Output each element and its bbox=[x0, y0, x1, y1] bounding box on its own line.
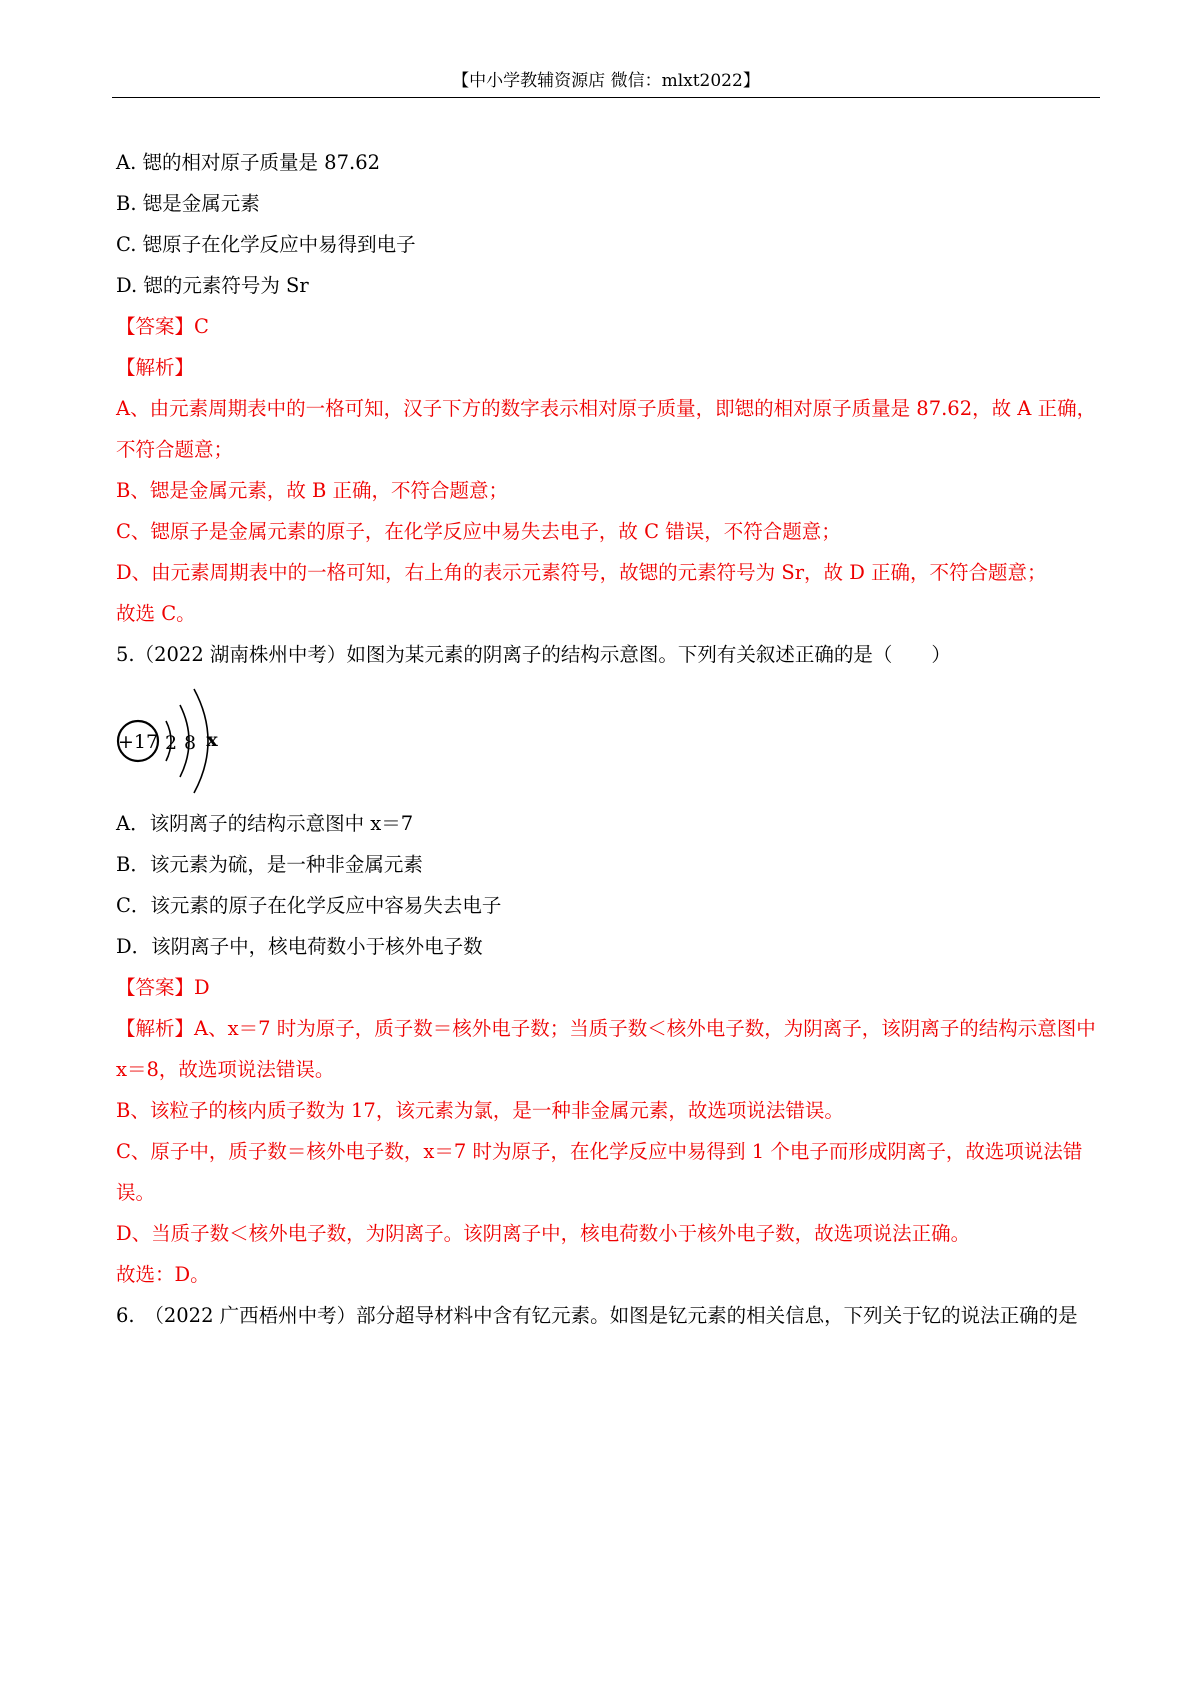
q4-analysis-b: B、锶是金属元素，故 B 正确，不符合题意； bbox=[116, 479, 509, 502]
q5-analysis-c: C、原子中，质子数＝核外电子数，x＝7 时为原子，在化学反应中易得到 1 个电子而形成阴离子，故选项说法错误。 bbox=[116, 1140, 1083, 1204]
q4-answer-value: C bbox=[194, 315, 209, 338]
q5-conclusion: 故选：D。 bbox=[116, 1263, 210, 1286]
q5-analysis-a-text: A、x＝7 时为原子，质子数＝核外电子数；当质子数＜核外电子数，为阴离子，该阴离子的结构示意图中 x＝8，故选项说法错误。 bbox=[116, 1017, 1096, 1081]
q4-analysis-d: D、由元素周期表中的一格可知，右上角的表示元素符号，故锶的元素符号为 Sr，故 D 正确，不符合题意； bbox=[116, 561, 1047, 584]
q4-analysis-a: A、由元素周期表中的一格可知，汉子下方的数字表示相对原子质量，即锶的相对原子质量是 87.62，故 A 正确，不符合题意； bbox=[116, 397, 1097, 461]
q4-conclusion: 故选 C。 bbox=[116, 602, 196, 625]
q4-answer bbox=[116, 306, 1100, 347]
q5-answer-label: 【答案】 bbox=[116, 976, 195, 999]
q4-option-d: D. 锶的元素符号为 Sr bbox=[116, 274, 309, 297]
q4-analysis-c: C、锶原子是金属元素的原子，在化学反应中易失去电子，故 C 错误，不符合题意； bbox=[116, 520, 841, 543]
document-body bbox=[116, 142, 1100, 1336]
q5-analysis-a bbox=[116, 1008, 1100, 1090]
q5-option-b: B．该元素为硫，是一种非金属元素 bbox=[116, 853, 423, 876]
q5-analysis-d: D、当质子数＜核外电子数，为阴离子。该阴离子中，核电荷数小于核外电子数，故选项说法正确。 bbox=[116, 1222, 971, 1245]
nucleus-charge: +17 bbox=[117, 731, 159, 753]
q5-atom-structure-diagram bbox=[116, 675, 1100, 803]
q5-analysis-b: B、该粒子的核内质子数为 17，该元素为氯，是一种非金属元素，故选项说法错误。 bbox=[116, 1099, 844, 1122]
q5-analysis-label: 【解析】 bbox=[116, 1017, 195, 1040]
q4-option-b: B. 锶是金属元素 bbox=[116, 192, 260, 215]
header-divider bbox=[112, 97, 1100, 98]
q6-question: 6. （2022 广西梧州中考）部分超导材料中含有钇元素。如图是钇元素的相关信息，下列关于钇的说法正确的是 bbox=[116, 1304, 1078, 1327]
q5-question: 5.（2022 湖南株州中考）如图为某元素的阴离子的结构示意图。下列有关叙述正确的是（ ） bbox=[116, 643, 951, 666]
q5-answer-value: D bbox=[194, 976, 210, 999]
q4-option-a: A. 锶的相对原子质量是 87.62 bbox=[116, 151, 381, 174]
q4-option-c: C. 锶原子在化学反应中易得到电子 bbox=[116, 233, 416, 256]
q5-option-c: C．该元素的原子在化学反应中容易失去电子 bbox=[116, 894, 502, 917]
q5-option-d: D．该阴离子中，核电荷数小于核外电子数 bbox=[116, 935, 483, 958]
q4-answer-label: 【答案】 bbox=[116, 315, 195, 338]
page-header: 【中小学教辅资源店 微信：mlxt2022】 bbox=[452, 71, 760, 91]
q5-option-a: A．该阴离子的结构示意图中 x＝7 bbox=[116, 812, 414, 835]
shell-3-electrons: x bbox=[206, 729, 218, 751]
q5-answer bbox=[116, 967, 1100, 1008]
q4-analysis-label: 【解析】 bbox=[116, 356, 195, 379]
shell-2-electrons: 8 bbox=[183, 732, 197, 754]
shell-1-electrons: 2 bbox=[164, 732, 178, 754]
atom-structure-svg bbox=[116, 679, 236, 801]
